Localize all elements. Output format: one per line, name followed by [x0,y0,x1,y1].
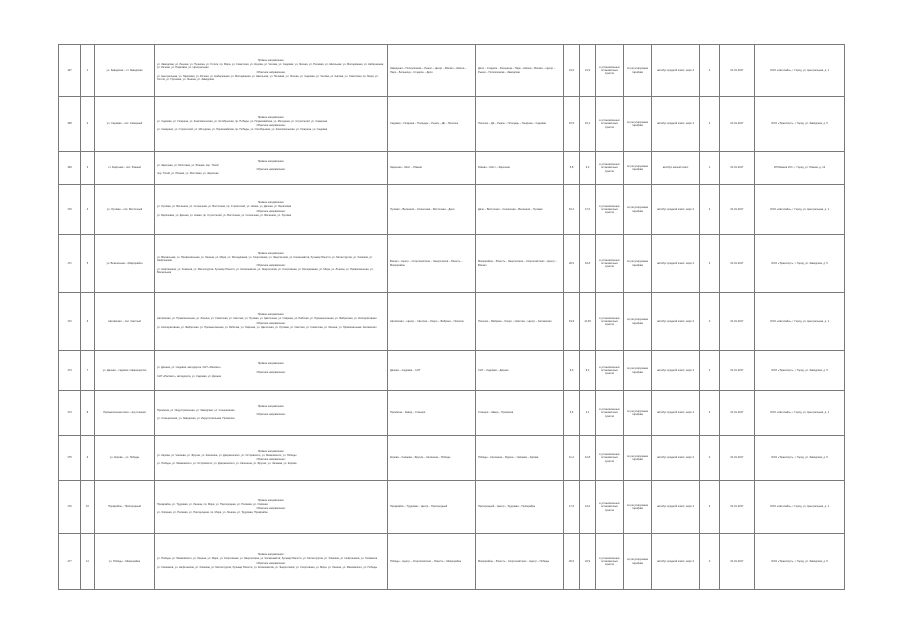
cell-vehicle: автобус средний класс, евро 4 [652,436,700,481]
cell-stops-back: Микрорайон – Юность – Спорткомплекс – Центр – Победы [476,534,564,590]
cell-length-forward: 21,6 [564,45,580,97]
cell-vehicle: автобус малый класс [652,152,700,185]
cell-stop-type: в установленных остановочных пунктах [596,235,624,293]
route-back-heading: Обратное направление: [256,209,286,213]
cell-route-streets [155,45,388,97]
cell-quantity: 1 [700,152,720,185]
table-row [59,235,845,293]
cell-vehicle: автобус средний класс, евро 4 [652,534,700,590]
table-row [59,185,845,235]
cell-length-forward: 17,5 [564,481,580,534]
cell-stops-back: Станция – Завод – Промзона [476,391,564,436]
document-sheet [58,44,844,609]
table-row [59,45,845,97]
route-forward-heading: Прямое направление: [257,553,285,557]
cell-length-forward: 5,8 [564,152,580,185]
cell-stop-type: в установленных остановочных пунктах [596,391,624,436]
cell-date: 01.01.2017 [720,235,755,293]
cell-code: 8 [81,391,95,436]
cell-stop-type: в установленных остановочных пунктах [596,185,624,235]
cell-route-streets [155,152,388,185]
cell-route-name: Промышленная зона – ж/д станция [95,391,155,436]
route-forward-heading: Прямое направление: [257,404,285,408]
route-forward-streets: Промрайон, ул. Трудовая, ул. Ленина, пр. Мира, ул. Пригородная, ул. Полевая, ул. Озёрная [157,502,268,506]
route-back-heading: Обратное направление: [256,321,286,325]
cell-length-back: 9,2 [580,351,596,391]
route-back-streets: ул. Озёрная, ул. Полевая, ул. Пригородная, пр. Мира, ул. Ленина, ул. Трудовая, Промрайон [157,511,268,515]
cell-tariff: по регулируемым тарифам [624,185,652,235]
cell-length-forward: 9,0 [564,351,580,391]
cell-stops-back: СНТ – Садовая – Дачная [476,351,564,391]
route-back-heading: Обратное направление: [256,124,286,127]
cell-length-forward: 15,5 [564,97,580,152]
route-forward-streets: Промзона, ул. Индустриальная, ул. Заводская, ул. Станционная [157,408,235,412]
cell-date: 01.01.2017 [720,185,755,235]
route-back-streets: пер. Тихий, ул. Южная, ул. Мостовая, ул. Заречная [157,172,219,176]
cell-code: 4 [81,185,95,235]
cell-carrier: ООО «Автолайн», г. Город, ул. Центральная, д. 1 [755,185,845,235]
cell-tariff: по регулируемым тарифам [624,436,652,481]
cell-code: 2 [81,97,95,152]
cell-stop-type: в установленных остановочных пунктах [596,97,624,152]
cell-carrier: ИП Иванов И.И., г. Город, ул. Южная, д. 12 [755,152,845,185]
route-back-streets: СНТ «Рассвет», автодорога, ул. Садовая, ул. Дачная [157,374,221,378]
cell-stop-type: в установленных остановочных пунктах [596,45,624,97]
cell-carrier: ООО «Транспорт», г. Город, ул. Заводская, д. 5 [755,235,845,293]
cell-quantity: 3 [700,391,720,436]
route-back-heading: Обратное направление: [256,561,286,565]
cell-length-back: 6,2 [580,152,596,185]
cell-tariff: по регулируемым тарифам [624,481,652,534]
cell-stops-back: Южная – Мост – Заречная [476,152,564,185]
cell-route-streets [155,391,388,436]
cell-route-streets [155,351,388,391]
cell-code: 1 [81,45,95,97]
table-row [59,534,845,590]
cell-stop-type: в установленных остановочных пунктах [596,436,624,481]
cell-carrier: ООО «Автолайн», г. Город, ул. Центральная, д. 1 [755,481,845,534]
route-back-heading: Обратное направление: [256,413,286,416]
cell-stops-forward: Промзона – Завод – Станция [388,391,476,436]
cell-stops-forward: Промрайон – Трудовая – Центр – Пригородный [388,481,476,534]
cell-carrier: ООО «Транспорт», г. Город, ул. Заводская, д. 5 [755,534,845,590]
cell-date: 01.01.2017 [720,293,755,351]
cell-date: 01.01.2017 [720,45,755,97]
cell-tariff: по регулируемым тарифам [624,45,652,97]
cell-stops-back: Поселок – ДК – Рынок – Площадь – Гагарина – Садовая [476,97,564,152]
cell-route-name: ст. Заречная – пос. Южный [95,152,155,185]
cell-route-name: ул. Победы – Микрорайон [95,534,155,590]
route-forward-streets: ул. Садовая, ул. Гагарина, ул. Комсомольская, ул. Октябрьская, пр. Победы, ул. Первомайская, ул. Мичурина, ул. Строителей, ул. Северная [157,119,328,123]
table-row [59,351,845,391]
cell-length-back: 12,8 [580,436,596,481]
cell-route-name: ул. Заводская – ст. Заводская [95,45,155,97]
cell-stop-type: в установленных остановочных пунктах [596,534,624,590]
cell-date: 01.01.2017 [720,351,755,391]
cell-quantity: 3 [700,235,720,293]
cell-vehicle: автобус средний класс, евро 4 [652,235,700,293]
cell-date: 01.01.2017 [720,97,755,152]
cell-num: 176 [59,481,81,534]
cell-quantity: 3 [700,481,720,534]
cell-stops-forward: Луговая – Весенняя – Солнечная – Восточная – Дачи [388,185,476,235]
cell-code: 10 [81,481,95,534]
cell-route-name: Автовокзал – пос. Светлый [95,293,155,351]
route-back-streets: ул. Берёзовая, ул. Дачная, ул. Новая, пр. Строителей, ул. Восточная, ул. Солнечная, ул. Весенняя, ул. Луговая [157,213,292,217]
cell-tariff: по регулируемым тарифам [624,293,652,351]
cell-stop-type: в установленных остановочных пунктах [596,152,624,185]
cell-stop-type: в установленных остановочных пунктах [596,351,624,391]
table-row [59,436,845,481]
route-back-streets: ул. Победы, ул. Маяковского, ул. Островского, ул. Дзержинского, ул. Калинина, ул. Фрунзе, ул. Чапаева, ул. Кирова [157,462,297,466]
cell-date: 01.01.2017 [720,534,755,590]
cell-num: 168 [59,97,81,152]
cell-vehicle: автобус средний класс, евро 4 [652,293,700,351]
cell-carrier: ООО «Транспорт», г. Город, ул. Заводская, д. 5 [755,97,845,152]
route-forward-heading: Прямое направление: [257,251,285,255]
cell-length-back: 11,39 [580,293,596,351]
route-forward-streets: ул. Дачная, ул. Садовая, автодорога, СНТ «Рассвет» [157,366,221,370]
route-back-streets: ул. Газовиков, ул. Нефтяников, ул. Химиков, ул. Металлургов, бульвар Юности, ул. Космонавтов, ул. Энергетиков, ул. Спортивная, ул. Мира, ул. Ленина, ул. Маяковского, ул. Победы [157,565,378,569]
route-back-streets: ул. Центральная, ул. Парковая, ул. Речная, ул. Набережная, ул. Молодёжная, ул. Школьная, ул. Полевая, ул. Лесная, ул. Садовая, ул. Чехова, ул. Кирова, ул. Советская, пр. Мира, ул. Гоголя, ул. Пушкина, ул. Ленина, ул. Заводская [157,74,379,81]
route-back-heading: Обратное направление: [256,507,286,510]
cell-length-forward: 20,0 [564,534,580,590]
cell-vehicle: автобус средний класс, евро 4 [652,45,700,97]
route-forward-heading: Прямое направление: [257,58,285,62]
cell-quantity: 4 [700,45,720,97]
route-forward-heading: Прямое направление: [257,201,285,205]
cell-stop-type: в установленных остановочных пунктах [596,481,624,534]
cell-stops-back: Дачи – Восточная – Солнечная – Весенняя – Луговая [476,185,564,235]
route-forward-streets: Автовокзал, ул. Привокзальная, ул. Ленина, ул. Советская, ул. Светлая, ул. Луговая, ул. Цветочная, ул. Озёрная, ул. Рабочая, ул. Промышленная, ул. Фабричная, ул. Кооперативная [157,317,377,321]
cell-stops-back: Поселок – Фабрика – Озеро – Светлая – Центр – Автовокзал [476,293,564,351]
cell-stop-type: в установленных остановочных пунктах [596,293,624,351]
cell-route-name: ул. Вокзальная – Микрорайон [95,235,155,293]
cell-tariff: по регулируемым тарифам [624,235,652,293]
cell-num: 167 [59,45,81,97]
cell-route-streets [155,97,388,152]
cell-quantity: 3 [700,185,720,235]
route-forward-streets: ул. Победы, ул. Маяковского, ул. Ленина, ул. Мира, ул. Спортивная, ул. Энергетиков, ул. Космонавтов, бульвар Юности, ул. Металлургов, ул. Химиков, ул. Нефтяников, ул. Газовиков [157,557,378,561]
cell-route-streets [155,481,388,534]
route-back-heading: Обратное направление: [256,70,286,74]
cell-carrier: ООО «Автолайн», г. Город, ул. Центральная, д. 1 [755,391,845,436]
route-back-heading: Обратное направление: [256,168,286,171]
cell-carrier: ООО «Транспорт», г. Город, ул. Заводская, д. 5 [755,351,845,391]
cell-code: 5 [81,235,95,293]
route-forward-streets: ул. Заречная, ул. Мостовая, ул. Южная, пер. Тихий [157,163,219,167]
cell-date: 01.01.2017 [720,481,755,534]
route-forward-heading: Прямое направление: [257,159,285,163]
cell-length-forward: 16,2 [564,185,580,235]
cell-num: 174 [59,391,81,436]
cell-route-streets [155,235,388,293]
route-forward-streets: ул. Луговая, ул. Весенняя, ул. Солнечная, ул. Восточная, пр. Строителей, ул. Новая, ул. Дачная, ул. Берёзовая [157,205,292,209]
cell-route-name: ул. Садовая – пос. Северный [95,97,155,152]
route-forward-heading: Прямое направление: [257,498,285,502]
table-row [59,391,845,436]
cell-num: 170 [59,185,81,235]
route-back-streets: ул. Станционная, ул. Заводская, ул. Индустриальная, Промзона [157,417,235,421]
cell-route-streets [155,534,388,590]
cell-route-name: ул. Луговая – пос. Восточный [95,185,155,235]
cell-stops-forward: Заводская – Поликлиника – Рынок – Центр – Вокзал – Школа – Парк – Больница – Стадион – Депо [388,45,476,97]
cell-vehicle: автобус средний класс, евро 4 [652,481,700,534]
cell-stops-forward: Заречная – Мост – Южная [388,152,476,185]
cell-stops-back: Пригородный – Центр – Трудовая – Промрайон [476,481,564,534]
cell-carrier: ООО «Автолайн», г. Город, ул. Центральная, д. 1 [755,293,845,351]
cell-num: 173 [59,351,81,391]
cell-code: 9 [81,436,95,481]
table-row [59,97,845,152]
table-row [59,152,845,185]
cell-code: 7 [81,351,95,391]
cell-route-streets [155,185,388,235]
cell-stops-forward: Дачная – Садовая – СНТ [388,351,476,391]
cell-quantity: 3 [700,97,720,152]
cell-quantity: 2 [700,351,720,391]
cell-tariff: по регулируемым тарифам [624,97,652,152]
cell-stops-back: Депо – Стадион – Больница – Парк – Школа – Вокзал – Центр – Рынок – Поликлиника – Заводская [476,45,564,97]
cell-stops-forward: Вокзал – Центр – Спорткомплекс – Энергетиков – Юность – Микрорайон [388,235,476,293]
route-forward-heading: Прямое направление: [257,449,285,453]
cell-carrier: ООО «Автолайн», г. Город, ул. Центральная, д. 1 [755,45,845,97]
route-forward-heading: Прямое направление: [257,313,285,317]
cell-num: 169 [59,152,81,185]
cell-vehicle: автобус средний класс, евро 4 [652,97,700,152]
route-forward-heading: Прямое направление: [257,362,285,366]
cell-route-name: ул. Дачная – садовое товарищество [95,351,155,391]
table-row [59,293,845,351]
cell-length-forward: 19,9 [564,293,580,351]
route-forward-heading: Прямое направление: [257,115,285,119]
cell-stops-back: Микрорайон – Юность – Энергетиков – Спорткомплекс – Центр – Вокзал [476,235,564,293]
cell-quantity: 4 [700,534,720,590]
cell-num: 172 [59,293,81,351]
cell-tariff: по регулируемым тарифам [624,152,652,185]
cell-stops-back: Победы – Калинина – Фрунзе – Чапаева – Кирова [476,436,564,481]
cell-stops-forward: Садовая – Гагарина – Площадь – Рынок – ДК – Поселок [388,97,476,152]
cell-code: 6 [81,293,95,351]
route-back-heading: Обратное направление: [256,458,286,461]
cell-length-forward: 3,5 [564,391,580,436]
cell-carrier: ООО «Транспорт», г. Город, ул. Заводская, д. 5 [755,436,845,481]
cell-length-forward: 11,2 [564,436,580,481]
cell-vehicle: автобус средний класс, евро 4 [652,351,700,391]
route-back-streets: ул. Кооперативная, ул. Фабричная, ул. Промышленная, ул. Рабочая, ул. Озёрная, ул. Цветочная, ул. Луговая, ул. Светлая, ул. Советская, ул. Ленина, ул. Привокзальная, Автовокзал [157,325,377,329]
routes-table [58,44,845,590]
cell-date: 01.01.2017 [720,391,755,436]
route-back-streets: ул. Нефтяников, ул. Химиков, ул. Металлургов, бульвар Юности, ул. Космонавтов, ул. Энергетиков, ул. Спортивная, ул. Молодёжная, ул. Мира, ул. Ленина, ул. Привокзальная, ул. Вокзальная [157,267,374,274]
table-row [59,481,845,534]
route-forward-streets: ул. Кирова, ул. Чапаева, ул. Фрунзе, ул. Калинина, ул. Дзержинского, ул. Островского, ул. Маяковского, ул. Победы [157,453,297,457]
cell-vehicle: автобус средний класс, евро 4 [652,391,700,436]
cell-date: 01.01.2017 [720,152,755,185]
cell-stops-forward: Кирова – Чапаева – Фрунзе – Калинина – Победы [388,436,476,481]
cell-quantity: 4 [700,293,720,351]
cell-length-back: 24,9 [580,534,596,590]
cell-length-back: 21,9 [580,45,596,97]
route-back-heading: Обратное направление: [256,263,286,267]
cell-vehicle: автобус средний класс, евро 4 [652,185,700,235]
cell-tariff: по регулируемым тарифам [624,391,652,436]
cell-length-back: 4,1 [580,391,596,436]
cell-stops-forward: Автовокзал – Центр – Светлая – Озеро – Фабрика – Поселок [388,293,476,351]
cell-route-streets [155,293,388,351]
cell-route-streets [155,436,388,481]
cell-route-name: Промрайон – Пригородный [95,481,155,534]
cell-num: 175 [59,436,81,481]
cell-tariff: по регулируемым тарифам [624,351,652,391]
cell-length-back: 15,4 [580,97,596,152]
route-back-streets: ул. Северная, ул. Строителей, ул. Мичурина, ул. Первомайская, пр. Победы, ул. Октябрьская, ул. Комсомольская, ул. Гагарина, ул. Садовая [157,128,328,132]
cell-route-name: ул. Кирова – ул. Победы [95,436,155,481]
cell-length-forward: 20,0 [564,235,580,293]
route-back-heading: Обратное направление: [256,370,286,374]
cell-length-back: 17,0 [580,185,596,235]
cell-length-back: 14,0 [580,481,596,534]
cell-num: 177 [59,534,81,590]
cell-num: 171 [59,235,81,293]
cell-quantity: 2 [700,436,720,481]
route-forward-streets: ул. Заводская, ул. Ленина, ул. Пушкина, ул. Гоголя, пр. Мира, ул. Советская, ул. Кирова, ул. Чехова, ул. Садовая, ул. Лесная, ул. Полевая, ул. Школьная, ул. Молодёжная, ул. Набережная, ул. Речная, ул. Парковая, ул. Центральная [157,63,384,70]
cell-tariff: по регулируемым тарифам [624,534,652,590]
cell-length-back: 19,8 [580,235,596,293]
cell-code: 11 [81,534,95,590]
cell-date: 01.01.2017 [720,436,755,481]
route-forward-streets: ул. Вокзальная, ул. Привокзальная, ул. Ленина, ул. Мира, ул. Молодёжная, ул. Спортивная, ул. Энергетиков, ул. Космонавтов, бульвар Юности, ул. Металлургов, ул. Химиков, ул. Нефтяников [157,256,373,263]
cell-code: 3 [81,152,95,185]
cell-stops-forward: Победы – Центр – Спорткомплекс – Юность – Микрорайон [388,534,476,590]
